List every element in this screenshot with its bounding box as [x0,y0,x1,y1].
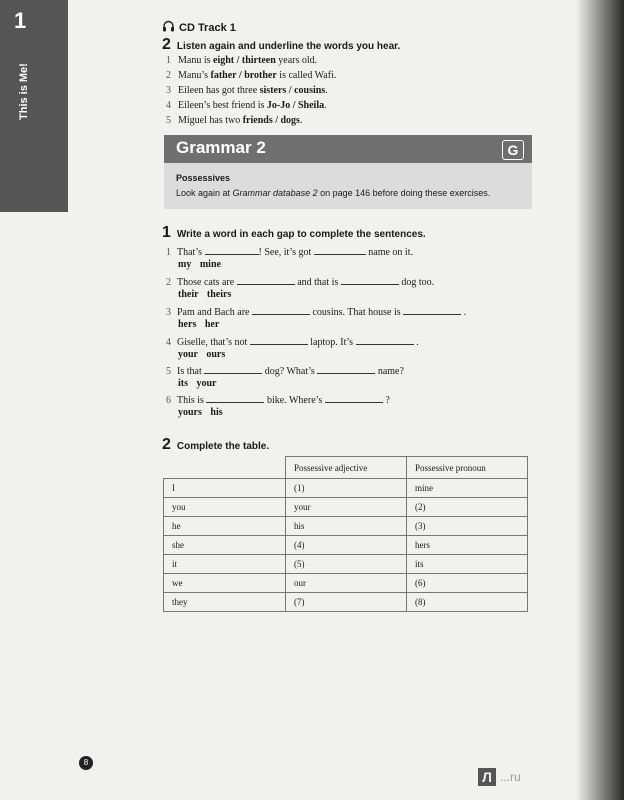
table-cell: she [164,536,286,555]
grammar-header-bar [164,135,532,163]
choice-words[interactable]: eight / thirteen [213,55,276,66]
table-cell[interactable]: (5) [286,555,407,574]
grammar-box [164,135,532,209]
table-corner-cell [164,457,286,479]
choice-words[interactable]: father / brother [210,70,277,81]
table-cell: I [164,479,286,498]
cd-track-text: CD Track 1 [179,21,236,34]
answer-words: my mine [178,259,221,270]
table-cell: mine [407,479,528,498]
listen-exercise-list [166,53,336,128]
list-item: 3 Eileen has got three sisters / cousins. [166,85,328,96]
possessives-table [163,456,528,612]
answer-gap[interactable] [356,335,414,345]
table-header-row [164,457,528,479]
table-row [164,517,528,536]
answer-gap[interactable] [206,393,264,403]
unit-side-tab [0,0,68,212]
answer-words: hers her [178,319,220,330]
gap-sentence: 1 That’s ! See, it’s got name on it. [166,247,413,258]
column-header: Possessive pronoun [407,457,528,479]
watermark-text: ...ru [500,770,521,784]
gap-sentence: 6 This is bike. Where’s ? [166,395,390,406]
table-row [164,574,528,593]
answer-words: your ours [178,349,226,360]
table-cell: you [164,498,286,517]
headphones-icon [162,20,175,35]
exercise-number: 2 [162,436,171,453]
column-header: Possessive adjective [286,457,407,479]
table-exercise-heading [162,436,269,454]
watermark-logo: Л [478,768,496,786]
answer-gap[interactable] [317,364,375,374]
table-cell[interactable]: (4) [286,536,407,555]
answer-gap[interactable] [237,275,295,285]
answer-words: their theirs [178,289,232,300]
grammar-g-icon: G [502,140,524,160]
table-cell: your [286,498,407,517]
table-cell: he [164,517,286,536]
list-item: 2 Manu’s father / brother is called Wafi. [166,70,337,81]
table-cell: hers [407,536,528,555]
table-row [164,498,528,517]
choice-words[interactable]: sisters / cousins [259,85,326,96]
table-row [164,555,528,574]
answer-gap[interactable] [250,335,308,345]
gap-sentence: 5 Is that dog? What’s name? [166,366,404,377]
unit-number: 1 [14,8,27,33]
table-cell[interactable]: (2) [407,498,528,517]
grammar-subtitle: Possessives [176,173,231,183]
exercise-instruction: Listen again and underline the words you hear. [176,41,401,52]
table-cell: we [164,574,286,593]
table-cell: its [407,555,528,574]
grammar-title: Grammar 2 [176,138,266,157]
gap-exercise-heading [162,224,426,242]
table-row [164,536,528,555]
grammar-note: Look again at Grammar database 2 on page 146 before doing these exercises. [176,188,491,198]
answer-gap[interactable] [252,305,310,315]
answer-words: yours his [178,407,223,418]
gap-sentence: 3 Pam and Bach are cousins. That house is . [166,307,467,318]
list-item: 5 Miguel has two friends / dogs. [166,115,303,126]
answer-gap[interactable] [325,393,383,403]
list-item: 1 Manu is eight / thirteen years old. [166,55,318,66]
listen-exercise-heading [162,36,400,54]
table-cell: his [286,517,407,536]
answer-gap[interactable] [205,245,259,255]
table-cell[interactable]: (8) [407,593,528,612]
table-row [164,479,528,498]
table-row [164,593,528,612]
choice-words[interactable]: Jo-Jo / Sheila [266,100,325,111]
unit-title: This is Me! [18,63,30,120]
table-cell: they [164,593,286,612]
table-cell[interactable]: (3) [407,517,528,536]
exercise-number: 1 [162,224,171,241]
table-cell[interactable]: (6) [407,574,528,593]
answer-gap[interactable] [204,364,262,374]
answer-words: its your [178,378,217,389]
cd-track-label [162,20,236,35]
list-item: 4 Eileen’s best friend is Jo-Jo / Sheila. [166,100,327,111]
page-number: 8 [79,756,93,770]
table-cell: our [286,574,407,593]
gap-sentence: 4 Giselle, that’s not laptop. It’s . [166,337,419,348]
exercise-instruction: Complete the table. [176,441,270,452]
table-cell[interactable]: (1) [286,479,407,498]
answer-gap[interactable] [314,245,366,255]
gap-sentence: 2 Those cats are and that is dog too. [166,277,435,288]
table-cell[interactable]: (7) [286,593,407,612]
answer-gap[interactable] [341,275,399,285]
choice-words[interactable]: friends / dogs [242,115,300,126]
answer-gap[interactable] [403,305,461,315]
exercise-number: 2 [162,36,171,53]
table-cell: it [164,555,286,574]
exercise-instruction: Write a word in each gap to complete the sentences. [176,229,426,240]
